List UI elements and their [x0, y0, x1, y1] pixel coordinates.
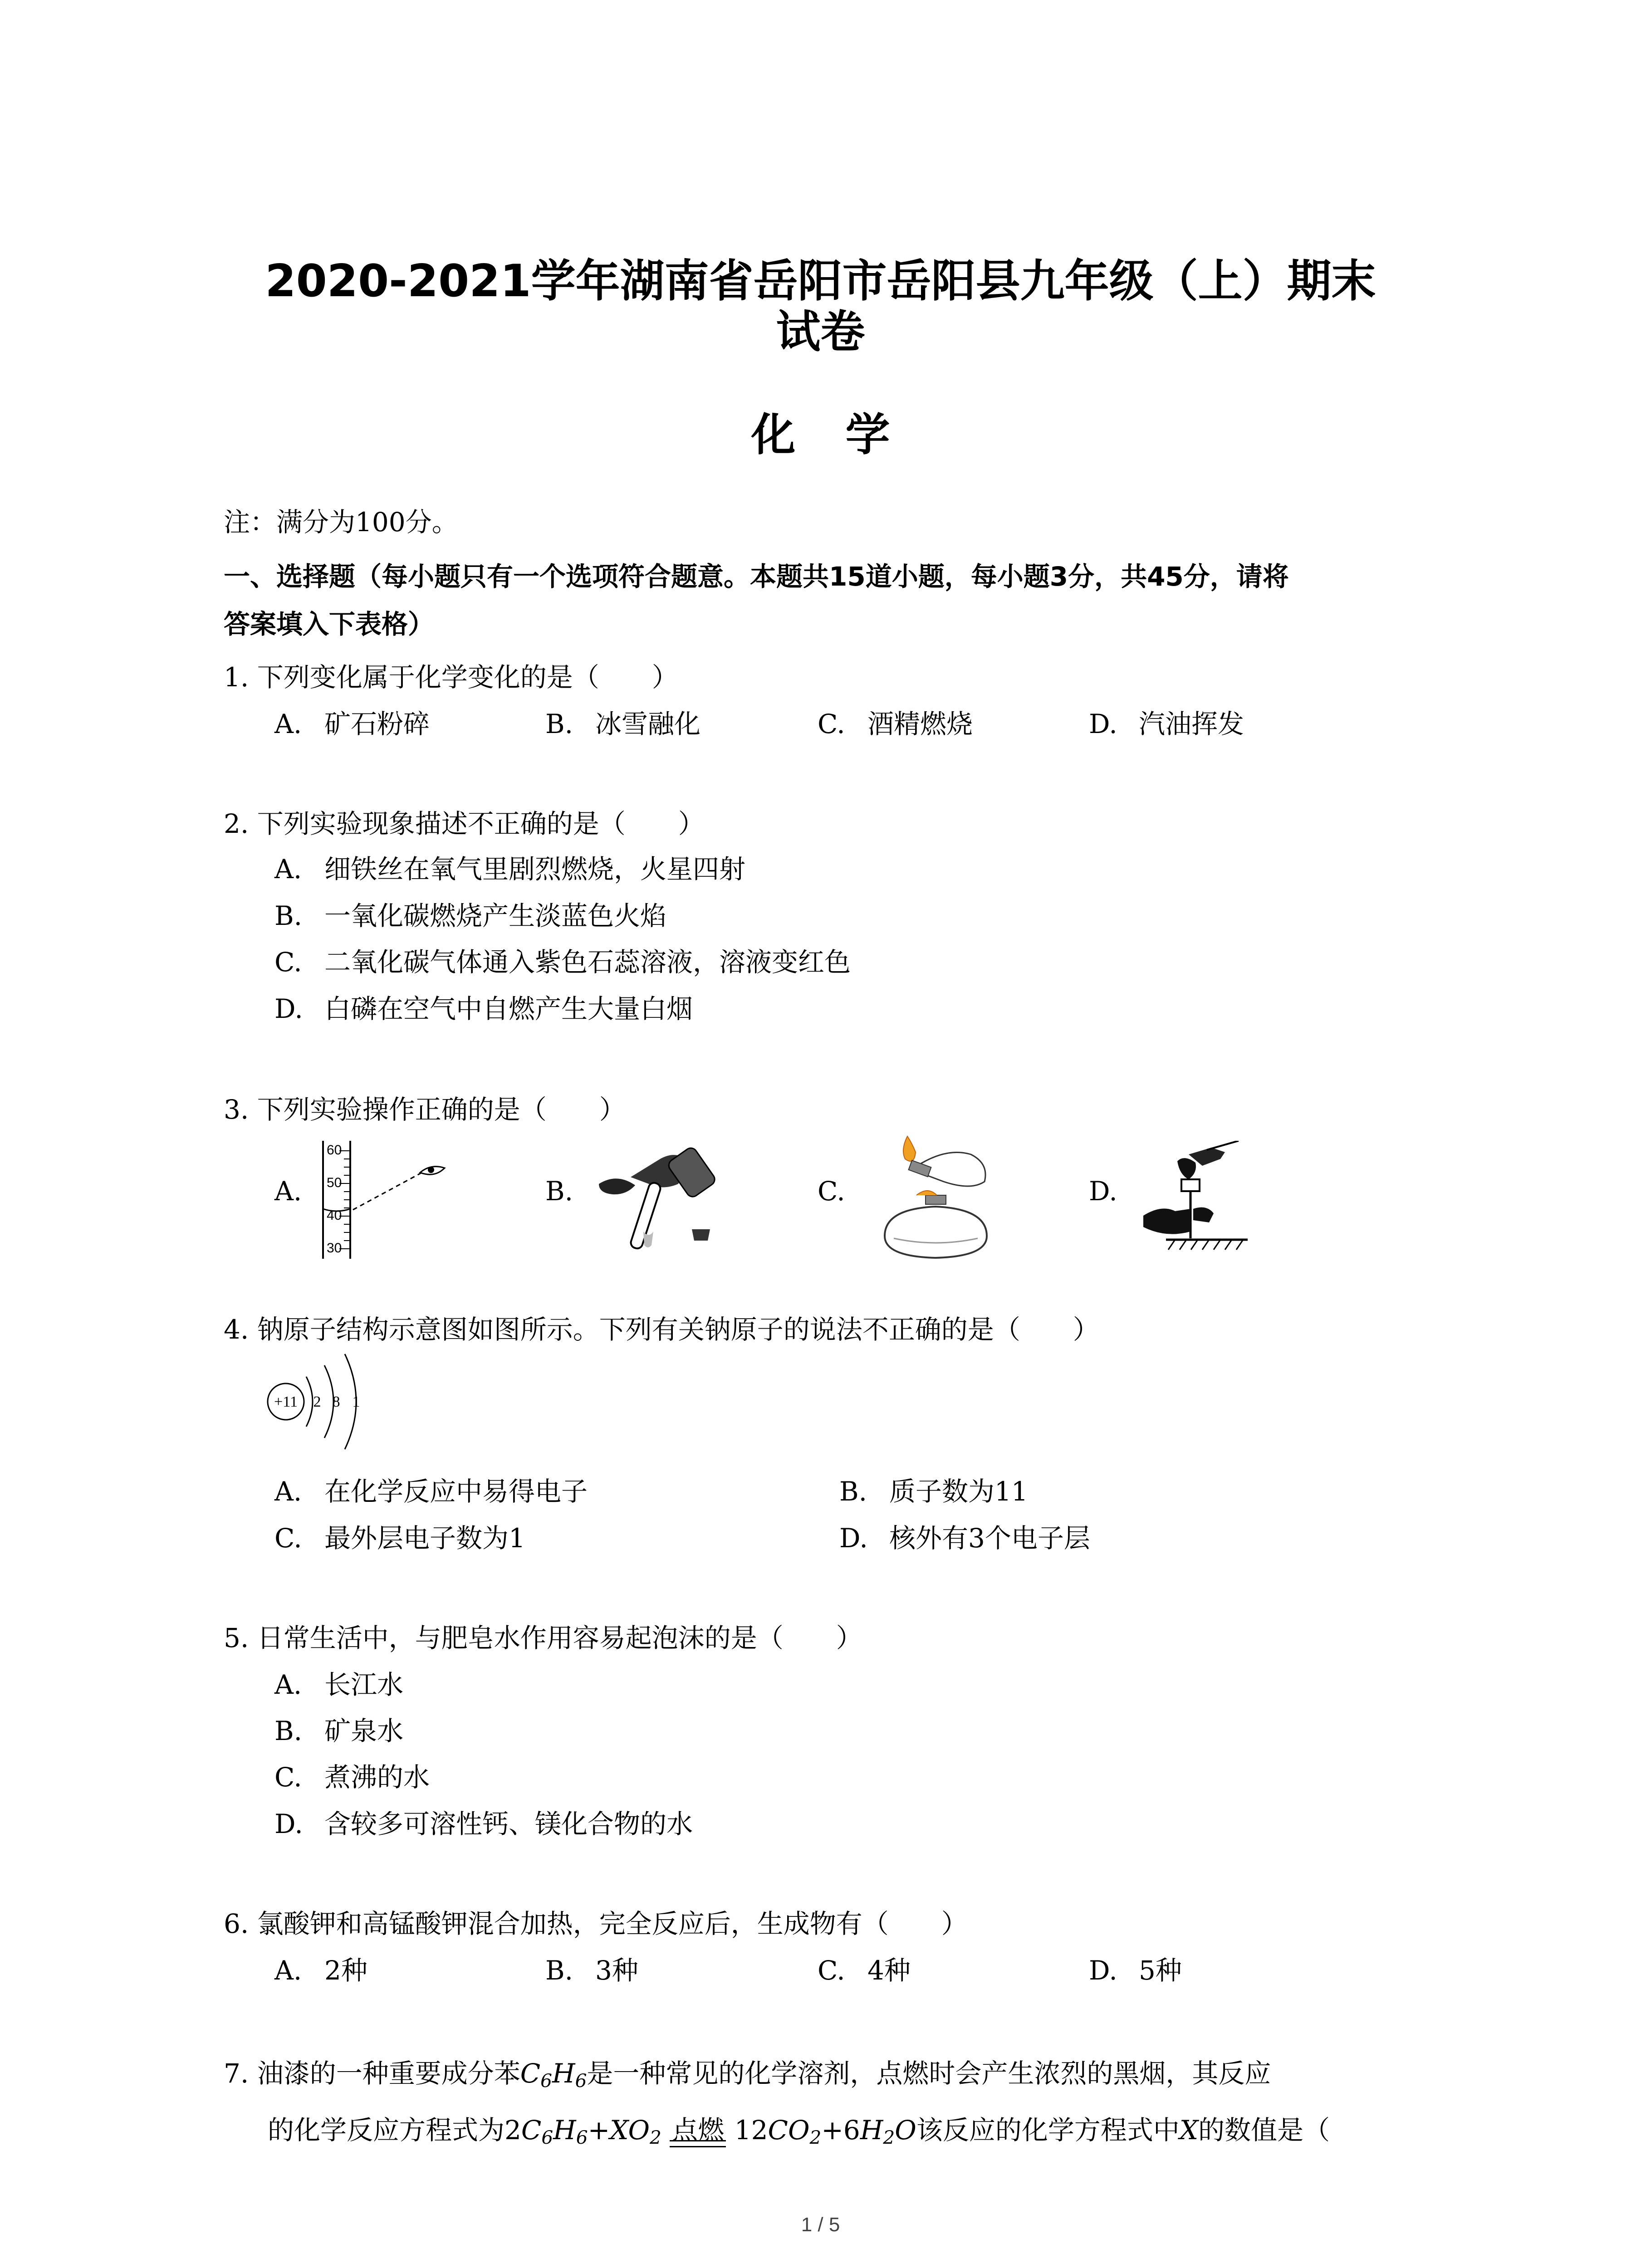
question-6-option-c[interactable]: C. 4种 [818, 1955, 911, 1986]
question-2-option-b[interactable]: B. 一氧化碳燃烧产生淡蓝色火焰 [274, 900, 667, 931]
question-5-option-d[interactable]: D. 含较多可溶性钙、镁化合物的水 [274, 1809, 693, 1839]
question-2-option-a[interactable]: A. 细铁丝在氧气里剧烈燃烧，火星四射 [274, 854, 746, 885]
question-7-line1: 7. 油漆的一种重要成分苯$C_6H_6$是一种常见的化学溶剂，点燃时会产生浓烈的黑烟，其反应 [224, 2058, 1271, 2092]
atom-shell-2: 8 [332, 1393, 340, 1410]
question-3-option-a[interactable]: A. [274, 1176, 302, 1207]
question-1-option-d[interactable]: D. 汽油挥发 [1089, 709, 1244, 739]
question-1-option-b[interactable]: B. 冰雪融化 [545, 709, 701, 739]
question-3-option-d[interactable]: D. [1089, 1176, 1117, 1207]
question-6-stem: 6. 氯酸钾和高锰酸钾混合加热，完全反应后，生成物有（ ） [224, 1908, 968, 1939]
heating-figure [1134, 1141, 1252, 1263]
question-4-stem: 4. 钠原子结构示意图如图所示。下列有关钠原子的说法不正确的是（ ） [224, 1314, 1099, 1345]
atom-shell-1: 2 [313, 1393, 321, 1410]
equation-reactants: $2C_6H_6+XO_2$ [505, 2115, 661, 2149]
question-4-option-d[interactable]: D. 核外有3个电子层 [839, 1523, 1090, 1554]
question-7-line2: 的化学反应方程式为$2C_6H_6+XO_2$ 点燃 $12CO_2+6H_2O$该反应的化学方程式中X的数值是（ [268, 2115, 1330, 2149]
alcohol-lamp-figure [857, 1132, 1012, 1263]
question-3-option-c[interactable]: C. [818, 1176, 845, 1207]
question-2-option-c[interactable]: C. 二氧化碳气体通入紫色石蕊溶液，溶液变红色 [274, 947, 851, 978]
question-6-option-a[interactable]: A. 2种 [274, 1955, 367, 1986]
section-heading-line2: 答案填入下表格） [224, 609, 435, 640]
graduated-cylinder-figure [318, 1141, 454, 1259]
question-5-option-b[interactable]: B. 矿泉水 [274, 1716, 404, 1746]
subject-heading: 化学 [751, 409, 940, 461]
cylinder-tick-50: 50 [327, 1175, 342, 1190]
formula-benzene: $C_6H_6$ [520, 2058, 587, 2092]
flame-icon [903, 1136, 916, 1161]
reaction-condition: 点燃 [670, 2114, 726, 2146]
document-title-line2: 试卷 [776, 306, 865, 358]
question-1-option-c[interactable]: C. 酒精燃烧 [818, 709, 973, 739]
question-2-stem: 2. 下列实验现象描述不正确的是（ ） [224, 808, 705, 839]
atom-shell-3: 1 [352, 1393, 360, 1410]
question-6-option-b[interactable]: B. 3种 [545, 1955, 638, 1986]
question-6-option-d[interactable]: D. 5种 [1089, 1955, 1182, 1986]
question-3-stem: 3. 下列实验操作正确的是（ ） [224, 1094, 626, 1125]
question-4-option-c[interactable]: C. 最外层电子数为1 [274, 1523, 525, 1554]
cylinder-tick-40: 40 [327, 1208, 342, 1223]
cylinder-tick-30: 30 [327, 1241, 342, 1256]
question-1-option-a[interactable]: A. 矿石粉碎 [274, 709, 430, 739]
question-1-stem: 1. 下列变化属于化学变化的是（ ） [224, 662, 678, 693]
atom-nucleus-label: +11 [274, 1393, 298, 1410]
score-note: 注：满分为100分。 [224, 507, 458, 538]
page-number: 1 / 5 [801, 2214, 840, 2236]
question-2-option-d[interactable]: D. 白磷在空气中自燃产生大量白烟 [274, 993, 693, 1024]
question-3-option-b[interactable]: B. [545, 1176, 573, 1207]
document-title-line1: 2020-2021学年湖南省岳阳市岳阳县九年级（上）期末 [265, 255, 1376, 307]
equation-products: $12CO_2+6H_2O$ [734, 2115, 916, 2149]
question-4-option-a[interactable]: A. 在化学反应中易得电子 [274, 1476, 588, 1507]
sodium-atom-diagram [261, 1349, 374, 1454]
pouring-liquid-figure [585, 1141, 730, 1259]
question-5-stem: 5. 日常生活中，与肥皂水作用容易起泡沫的是（ ） [224, 1623, 862, 1653]
question-5-option-a[interactable]: A. 长江水 [274, 1669, 404, 1700]
question-4-option-b[interactable]: B. 质子数为11 [839, 1476, 1028, 1507]
question-5-option-c[interactable]: C. 煮沸的水 [274, 1762, 430, 1793]
section-heading-line1: 一、选择题（每小题只有一个选项符合题意。本题共15道小题，每小题3分，共45分，请将 [224, 561, 1289, 592]
cylinder-tick-60: 60 [327, 1143, 342, 1158]
